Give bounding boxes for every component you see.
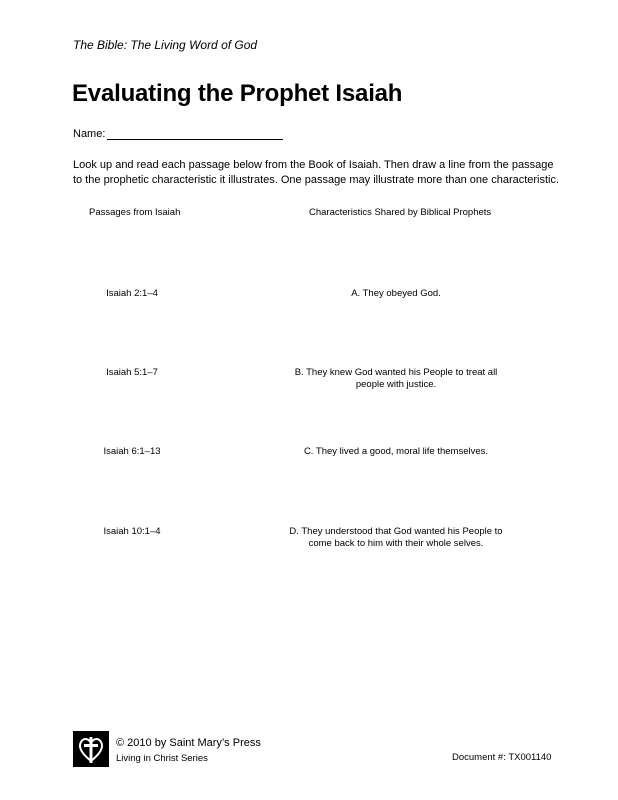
passage-item: Isaiah 2:1–4 <box>106 288 158 299</box>
name-label: Name: <box>73 128 106 140</box>
series-title: The Bible: The Living Word of God <box>73 38 258 52</box>
characteristic-item: D. They understood that God wanted his People to come back to him with their whole selves. <box>289 526 503 549</box>
characteristic-item: C. They lived a good, moral life themselves. <box>303 446 489 457</box>
page-title: Evaluating the Prophet Isaiah <box>72 80 403 107</box>
saint-marys-press-logo-icon <box>73 731 109 767</box>
passage-item: Isaiah 6:1–13 <box>103 446 161 457</box>
name-field-row <box>73 128 283 140</box>
passage-item: Isaiah 5:1–7 <box>106 367 158 378</box>
document-number: Document #: TX001140 <box>452 752 552 763</box>
passage-item: Isaiah 10:1–4 <box>103 526 161 537</box>
name-field[interactable] <box>107 129 283 140</box>
characteristic-item: A. They obeyed God. <box>351 288 441 299</box>
characteristics-column-header: Characteristics Shared by Biblical Prophets <box>309 207 492 218</box>
instructions: Look up and read each passage below from the Book of Isaiah. Then draw a line from the passage to the prophetic characteristic it illustrates. One passage may illustrate more than one characteristic. <box>73 159 560 186</box>
passages-column-header: Passages from Isaiah <box>89 207 181 218</box>
series-name: Living in Christ Series <box>116 753 208 764</box>
characteristic-item: B. They knew God wanted his People to treat all people with justice. <box>294 367 498 390</box>
copyright-text: © 2010 by Saint Mary’s Press <box>116 737 261 749</box>
